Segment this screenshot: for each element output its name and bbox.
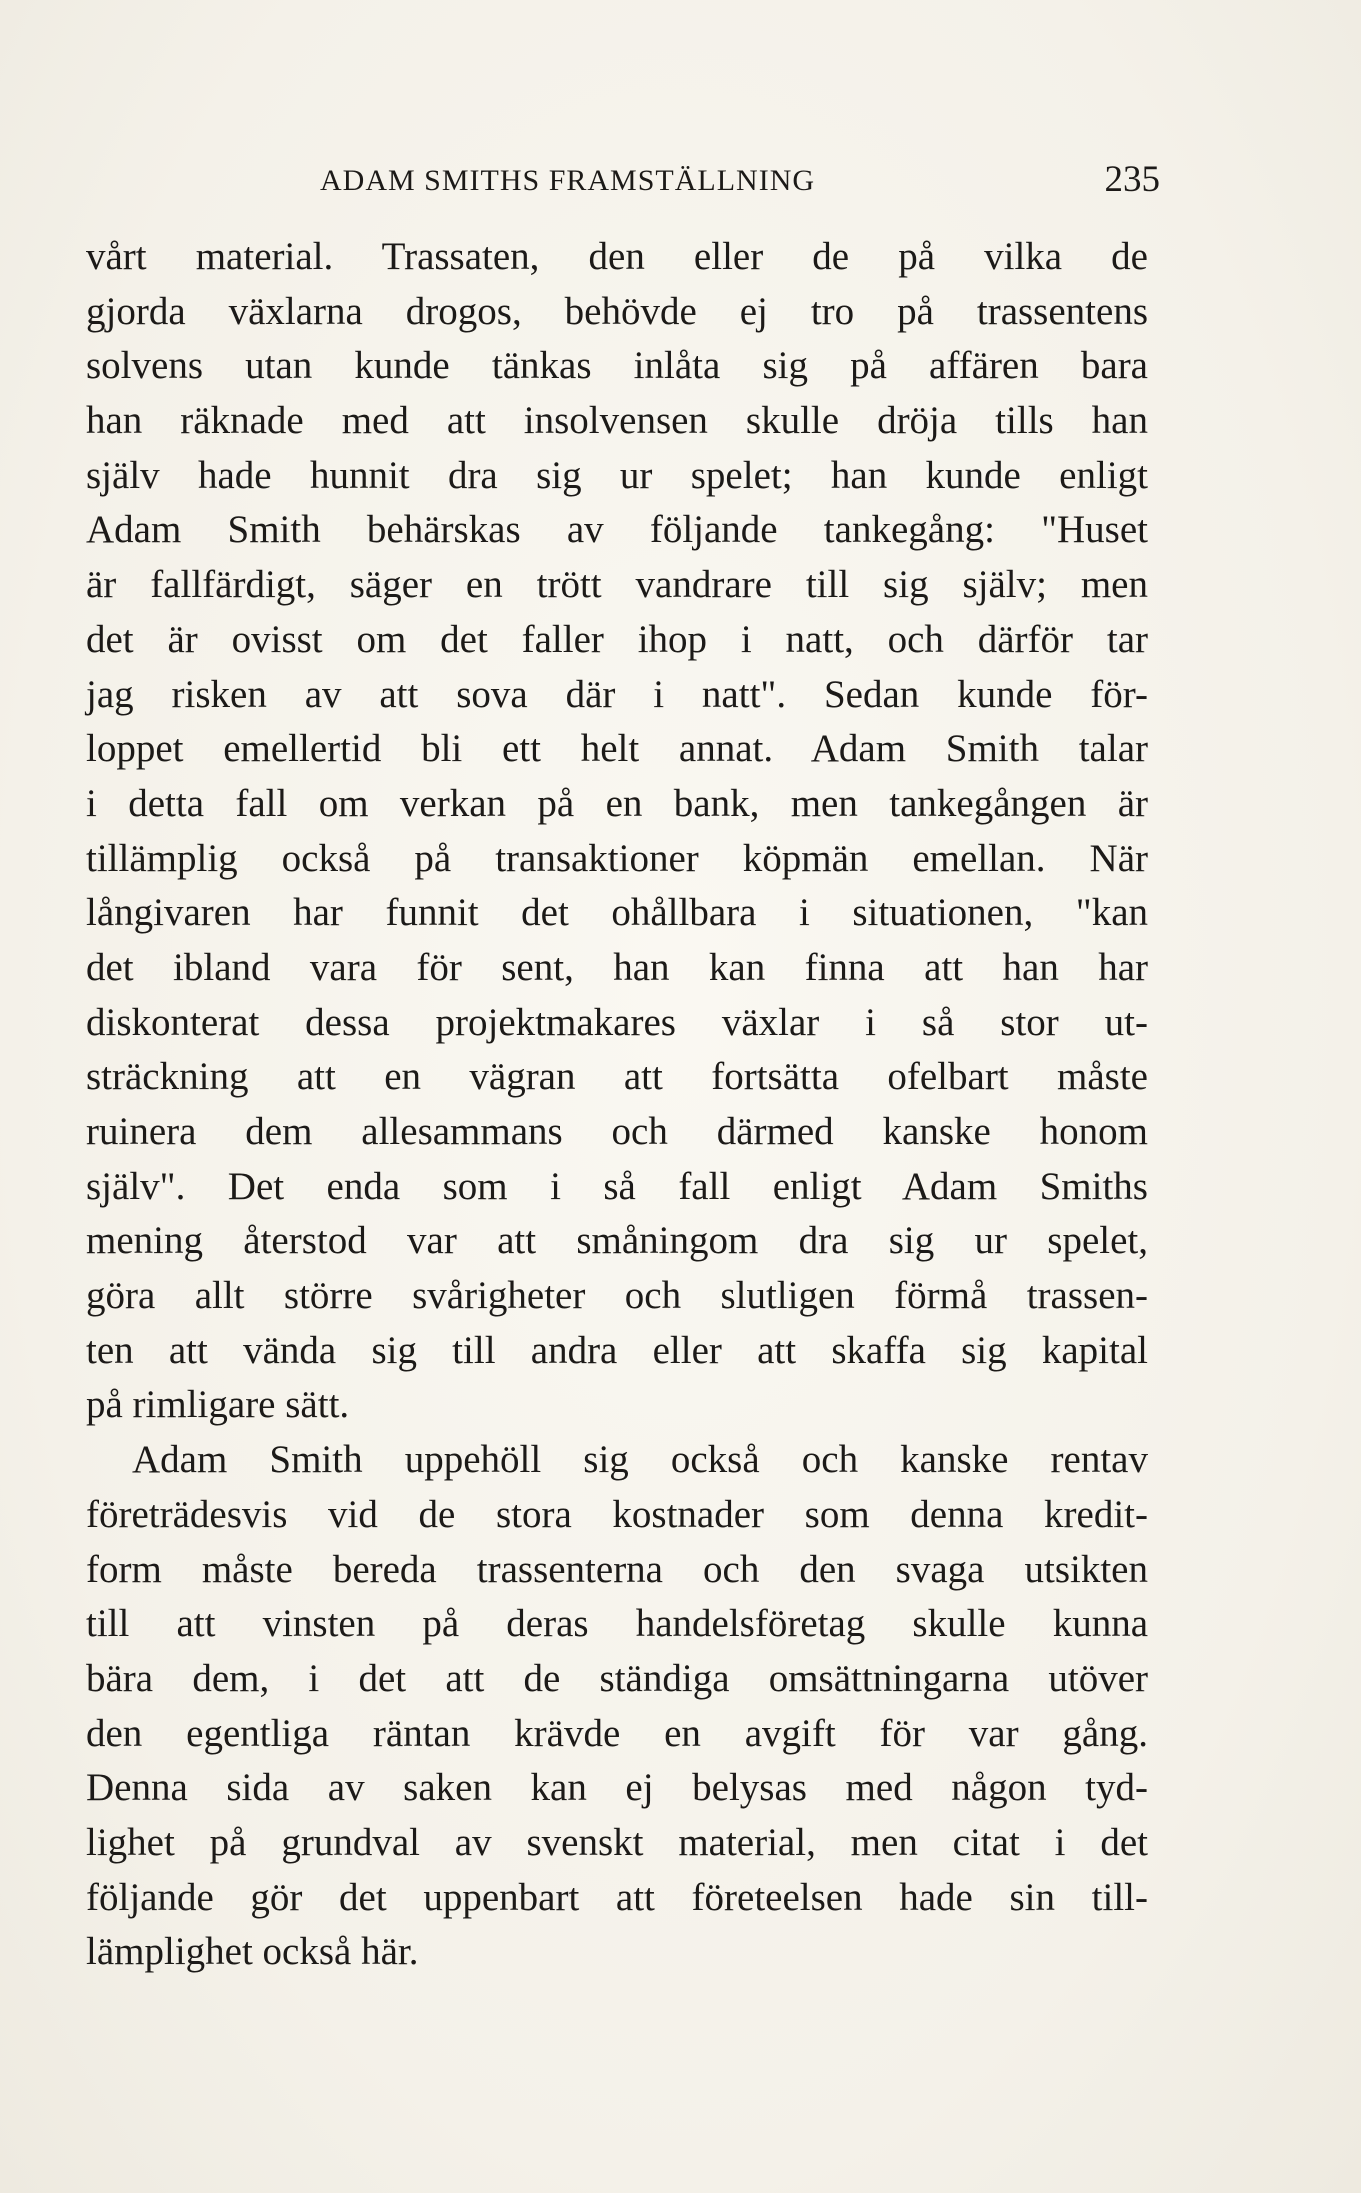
text-line: diskonterat dessa projektmakares växlar i så stor ut-: [86, 1000, 1148, 1044]
text-line: mening återstod var att småningom dra sig ur spelet,: [86, 1219, 1148, 1263]
body-text: [86, 230, 1148, 1980]
text-line: den egentliga räntan krävde en avgift för var gång.: [86, 1711, 1148, 1755]
text-line: bära dem, i det att de ständiga omsättningarna utöver: [86, 1656, 1148, 1700]
text-line: det ibland vara för sent, han kan finna att han har: [86, 945, 1148, 989]
running-head: ADAM SMITHS FRAMSTÄLLNING: [320, 164, 816, 197]
paragraph-last-line: på rimligare sätt.: [86, 1383, 350, 1427]
text-line: sträckning att en vägran att fortsätta ofelbart måste: [86, 1055, 1148, 1099]
text-line: solvens utan kunde tänkas inlåta sig på affären bara: [86, 344, 1148, 388]
text-line: följande gör det uppenbart att företeelsen hade sin till-: [86, 1875, 1148, 1919]
paragraph-last-line: lämplighet också här.: [86, 1930, 419, 1974]
text-line: vårt material. Trassaten, den eller de på vilka de: [86, 235, 1148, 278]
text-line: Adam Smith behärskas av följande tankegång: "Huset: [86, 508, 1148, 552]
text-line: är fallfärdigt, säger en trött vandrare till sig själv; men: [86, 563, 1148, 607]
text-line: form måste bereda trassenterna och den svaga utsikten: [86, 1547, 1148, 1591]
text-line: i detta fall om verkan på en bank, men tankegången är: [86, 781, 1148, 825]
text-line: själv hade hunnit dra sig ur spelet; han kunde enligt: [86, 453, 1148, 497]
text-line: Denna sida av saken kan ej belysas med någon tyd-: [86, 1766, 1148, 1810]
page-number: 235: [1104, 159, 1160, 200]
text-line: jag risken av att sova där i natt". Sedan kunde för-: [86, 672, 1148, 716]
page-header: [320, 158, 1160, 208]
text-line: loppet emellertid bli ett helt annat. Adam Smith talar: [86, 727, 1148, 771]
text-line: gjorda växlarna drogos, behövde ej tro på trassentens: [86, 289, 1148, 333]
text-line: lighet på grundval av svenskt material, men citat i det: [86, 1820, 1148, 1864]
text-line: företrädesvis vid de stora kostnader som denna kredit-: [86, 1492, 1148, 1536]
text-line: göra allt större svårigheter och slutligen förmå trassen-: [86, 1274, 1148, 1318]
text-line: tillämplig också på transaktioner köpmän emellan. När: [86, 836, 1148, 880]
text-line: till att vinsten på deras handelsföretag skulle kunna: [86, 1602, 1148, 1646]
paragraph-first-line: Adam Smith uppehöll sig också och kanske rentav: [132, 1438, 1148, 1482]
text-line: det är ovisst om det faller ihop i natt, och därför tar: [86, 617, 1148, 661]
text-line: ten att vända sig till andra eller att skaffa sig kapital: [86, 1328, 1148, 1372]
text-line: han räknade med att insolvensen skulle dröja tills han: [86, 399, 1148, 443]
text-line: ruinera dem allesammans och därmed kanske honom: [86, 1110, 1148, 1153]
text-line: långivaren har funnit det ohållbara i situationen, "kan: [86, 891, 1148, 935]
text-line: själv". Det enda som i så fall enligt Adam Smiths: [86, 1164, 1148, 1208]
